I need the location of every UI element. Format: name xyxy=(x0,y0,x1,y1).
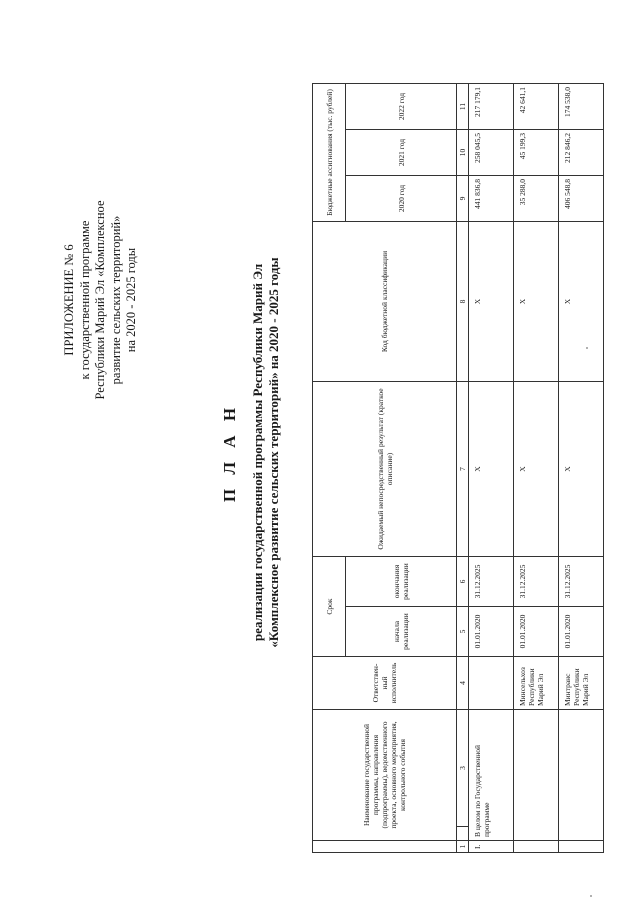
row-bcc: Х xyxy=(469,222,514,382)
row-result: Х xyxy=(559,382,604,557)
row-start-date: 01.01.2020 xyxy=(469,607,514,657)
table-header-row xyxy=(313,84,346,853)
header-cell-term-start: начала реализации xyxy=(346,607,457,657)
header-cell-2022: 2022 год xyxy=(346,84,457,130)
row-budget-2020: 406 548,8 xyxy=(559,176,604,222)
row-budget-2021: 258 045,5 xyxy=(469,130,514,176)
header-cell-executor: Ответствен-ный исполнитель xyxy=(313,657,457,710)
row-executor: Минтранс Республики Марий Эл xyxy=(559,657,604,710)
document-title: П Л А Н xyxy=(220,402,239,503)
row-end-date: 31.12.2025 xyxy=(559,557,604,607)
plan-table xyxy=(312,83,604,853)
table-row xyxy=(559,84,604,853)
scan-speck xyxy=(590,895,592,897)
row-budget-2020: 441 836,8 xyxy=(469,176,514,222)
document-subtitle xyxy=(250,0,282,905)
appendix-line: Республики Марий Эл «Комплексное xyxy=(93,200,107,400)
appendix-line: развитие сельских территорий» xyxy=(108,215,123,385)
column-number: 11 xyxy=(457,84,469,130)
header-cell-2020: 2020 год xyxy=(346,176,457,222)
column-number-row xyxy=(457,84,469,853)
row-budget-2022: 174 538,0 xyxy=(559,84,604,130)
appendix-line: к государственной программе xyxy=(77,220,92,380)
column-number xyxy=(457,827,469,841)
row-name xyxy=(514,710,559,841)
header-cell-term-end: окончания реализации xyxy=(346,557,457,607)
header-cell-num xyxy=(313,841,457,853)
scan-speck xyxy=(586,347,588,349)
row-result: Х xyxy=(514,382,559,557)
header-cell-budget: Бюджетные ассигнования (тыс. рублей) xyxy=(313,84,346,222)
header-cell-term: Срок xyxy=(313,557,346,657)
row-budget-2022: 217 179,1 xyxy=(469,84,514,130)
row-start-date: 01.01.2020 xyxy=(559,607,604,657)
row-name xyxy=(559,710,604,841)
row-number: I. xyxy=(469,841,514,853)
row-budget-2022: 42 641,1 xyxy=(514,84,559,130)
column-number: 7 xyxy=(457,382,469,557)
subtitle-line: реализации государственной программы Республики Марий Эл xyxy=(250,263,265,642)
table-row xyxy=(514,84,559,853)
row-executor: Минсельхоз Республики Марий Эл xyxy=(514,657,559,710)
row-bcc: Х xyxy=(559,222,604,382)
row-number xyxy=(514,841,559,853)
column-number: 1 xyxy=(457,841,469,853)
column-number: 10 xyxy=(457,130,469,176)
header-cell-name: Наименование государственной программы, направления (подпрограммы), ведомственного проекта, основного мероприятия, контрольного события xyxy=(313,710,457,841)
row-start-date: 01.01.2020 xyxy=(514,607,559,657)
row-budget-2021: 45 199,3 xyxy=(514,130,559,176)
row-budget-2020: 35 288,0 xyxy=(514,176,559,222)
table-row xyxy=(469,84,514,853)
row-bcc: Х xyxy=(514,222,559,382)
row-end-date: 31.12.2025 xyxy=(514,557,559,607)
column-number: 9 xyxy=(457,176,469,222)
row-budget-2021: 212 846,2 xyxy=(559,130,604,176)
column-number: 8 xyxy=(457,222,469,382)
column-number: 3 xyxy=(457,710,469,827)
header-cell-result: Ожидаемый непосредственный результат (краткое описание) xyxy=(313,382,457,557)
subtitle-line: «Комплексное развитие сельских территорий» на 2020 - 2025 годы xyxy=(266,257,281,648)
appendix-line: ПРИЛОЖЕНИЕ № 6 xyxy=(62,244,76,356)
column-number: 4 xyxy=(457,657,469,710)
column-number: 6 xyxy=(457,557,469,607)
appendix-block xyxy=(62,135,140,465)
header-cell-bcc: Код бюджетной классификации xyxy=(313,222,457,382)
row-result: Х xyxy=(469,382,514,557)
row-number xyxy=(559,841,604,853)
header-cell-2021: 2021 год xyxy=(346,130,457,176)
row-end-date: 31.12.2025 xyxy=(469,557,514,607)
row-name: В целом по Государственной программе xyxy=(469,710,514,841)
appendix-line: на 2020 - 2025 годы xyxy=(124,247,138,353)
row-executor xyxy=(469,657,514,710)
column-number: 5 xyxy=(457,607,469,657)
